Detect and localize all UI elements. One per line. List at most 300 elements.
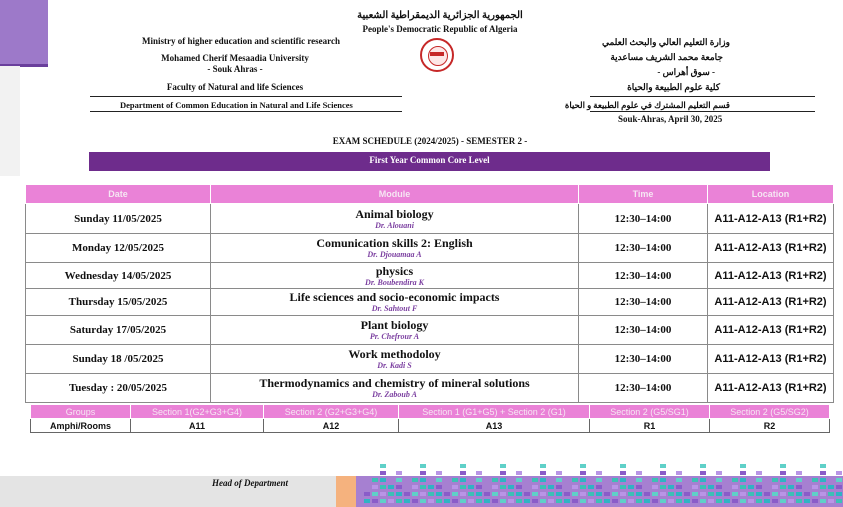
groups-header: Section 2 (G2+G3+G4): [264, 405, 399, 419]
pattern-block: [692, 499, 698, 503]
pattern-block: [740, 499, 746, 503]
pattern-block: [420, 492, 426, 496]
pattern-block: [596, 492, 602, 496]
room-cell: A12: [264, 419, 399, 433]
pattern-block: [572, 492, 578, 496]
pattern-block: [836, 492, 842, 496]
pattern-block: [828, 485, 834, 489]
pattern-block: [484, 499, 490, 503]
pattern-block: [596, 485, 602, 489]
pattern-block: [748, 492, 754, 496]
pattern-block: [500, 492, 506, 496]
room-cell: R1: [590, 419, 710, 433]
pattern-block: [492, 478, 498, 482]
corner-decoration: [0, 0, 48, 66]
pattern-block: [532, 492, 538, 496]
pattern-block: [652, 485, 658, 489]
teacher-name: Dr. Djouamaa A: [367, 250, 422, 259]
pattern-block: [700, 464, 706, 468]
pattern-block: [460, 471, 466, 475]
pattern-block: [372, 499, 378, 503]
exam-location: A11-A12-A13 (R1+R2): [708, 289, 834, 316]
level-banner: First Year Common Core Level: [89, 152, 770, 171]
pattern-block: [540, 499, 546, 503]
pattern-block: [772, 485, 778, 489]
module-name: Animal biology: [355, 206, 434, 221]
pattern-block: [396, 492, 402, 496]
module-name: physics: [375, 263, 414, 278]
pattern-block: [468, 492, 474, 496]
pattern-block: [564, 492, 570, 496]
pattern-block: [620, 485, 626, 489]
groups-rooms-table: [30, 404, 830, 433]
pattern-block: [556, 471, 562, 475]
pattern-block: [780, 464, 786, 468]
pattern-block: [740, 485, 746, 489]
rooms-label: Amphi/Rooms: [31, 419, 131, 433]
pattern-block: [620, 471, 626, 475]
exam-location: A11-A12-A13 (R1+R2): [708, 316, 834, 345]
pattern-block: [420, 499, 426, 503]
header-rule-right-top: [590, 96, 815, 97]
pattern-block: [700, 499, 706, 503]
pattern-block: [508, 485, 514, 489]
pattern-block: [404, 499, 410, 503]
exam-time: 12:30–14:00: [579, 345, 708, 374]
exam-date: Saturday 17/05/2025: [26, 316, 211, 345]
pattern-block: [644, 499, 650, 503]
pattern-block: [540, 492, 546, 496]
pattern-block: [740, 471, 746, 475]
pattern-block: [732, 478, 738, 482]
pattern-block: [636, 471, 642, 475]
pattern-block: [580, 478, 586, 482]
pattern-block: [396, 471, 402, 475]
pattern-block: [580, 464, 586, 468]
pattern-block: [812, 492, 818, 496]
header-time: Time: [579, 185, 708, 204]
exam-time: 12:30–14:00: [579, 204, 708, 234]
pattern-block: [636, 499, 642, 503]
pattern-block: [732, 492, 738, 496]
pattern-block: [772, 499, 778, 503]
pattern-block: [716, 478, 722, 482]
pattern-block: [612, 499, 618, 503]
pattern-block: [596, 499, 602, 503]
pattern-block: [508, 492, 514, 496]
pattern-block: [724, 499, 730, 503]
header-location: Location: [708, 185, 834, 204]
module-cell: [211, 204, 579, 234]
pattern-block: [628, 492, 634, 496]
pattern-block: [644, 492, 650, 496]
pattern-block: [556, 492, 562, 496]
pattern-block: [820, 492, 826, 496]
pattern-block: [604, 499, 610, 503]
pattern-block: [372, 492, 378, 496]
pattern-block: [516, 478, 522, 482]
pattern-block: [460, 478, 466, 482]
pattern-block: [692, 478, 698, 482]
pattern-block: [820, 485, 826, 489]
rooms-row: [31, 419, 830, 433]
pattern-block: [620, 464, 626, 468]
pattern-block: [836, 485, 842, 489]
exam-time: 12:30–14:00: [579, 316, 708, 345]
pattern-block: [828, 499, 834, 503]
exam-date: Monday 12/05/2025: [26, 234, 211, 263]
pattern-block: [756, 478, 762, 482]
pattern-block: [460, 464, 466, 468]
pattern-block: [452, 478, 458, 482]
pattern-block: [372, 485, 378, 489]
pattern-block: [412, 485, 418, 489]
pattern-block: [580, 499, 586, 503]
pattern-block: [548, 485, 554, 489]
pattern-block: [628, 499, 634, 503]
pattern-block: [748, 485, 754, 489]
signature-label: Head of Department: [212, 478, 288, 488]
pattern-block: [756, 499, 762, 503]
city-arabic: - سوق أهراس -: [657, 67, 715, 77]
exam-time: 12:30–14:00: [579, 289, 708, 316]
pattern-block: [516, 485, 522, 489]
pattern-block: [580, 492, 586, 496]
table-row: [26, 289, 834, 316]
pattern-block: [388, 499, 394, 503]
pattern-block: [740, 464, 746, 468]
pattern-block: [764, 499, 770, 503]
pattern-block: [588, 485, 594, 489]
pattern-block: [556, 499, 562, 503]
pattern-block: [492, 492, 498, 496]
pattern-block: [668, 492, 674, 496]
department-arabic: قسم التعليم المشترك في علوم الطبيعة و الحياة: [564, 100, 730, 110]
pattern-block: [820, 499, 826, 503]
pattern-block: [788, 499, 794, 503]
pattern-block: [652, 499, 658, 503]
pattern-block: [764, 492, 770, 496]
pattern-block: [524, 492, 530, 496]
pattern-block: [660, 485, 666, 489]
pattern-block: [452, 485, 458, 489]
exam-date: Thursday 15/05/2025: [26, 289, 211, 316]
groups-header: Section 2 (G5/SG2): [710, 405, 830, 419]
pattern-block: [692, 492, 698, 496]
pattern-block: [556, 478, 562, 482]
groups-header: Section 1 (G1+G5) + Section 2 (G1): [399, 405, 590, 419]
faculty-name: Faculty of Natural and life Sciences: [166, 82, 304, 92]
pattern-block: [380, 478, 386, 482]
table-row: [26, 374, 834, 403]
pattern-block: [636, 478, 642, 482]
footer-pattern: [356, 455, 843, 507]
pattern-block: [412, 478, 418, 482]
pattern-block: [588, 499, 594, 503]
pattern-block: [500, 464, 506, 468]
exam-location: A11-A12-A13 (R1+R2): [708, 374, 834, 403]
module-cell: [211, 345, 579, 374]
pattern-block: [532, 499, 538, 503]
pattern-block: [812, 485, 818, 489]
pattern-block: [676, 492, 682, 496]
module-name: Life sciences and socio-economic impacts: [289, 290, 500, 304]
pattern-block: [788, 492, 794, 496]
pattern-block: [820, 464, 826, 468]
pattern-block: [700, 485, 706, 489]
pattern-block: [428, 492, 434, 496]
pattern-block: [564, 499, 570, 503]
pattern-block: [676, 471, 682, 475]
pattern-block: [476, 492, 482, 496]
pattern-block: [420, 471, 426, 475]
teacher-name: Dr. Zaboub A: [372, 390, 417, 399]
city-name: - Souk Ahras -: [207, 64, 263, 74]
pattern-block: [756, 492, 762, 496]
pattern-block: [676, 478, 682, 482]
pattern-block: [796, 492, 802, 496]
pattern-block: [436, 471, 442, 475]
teacher-name: Pr. Chefrour A: [369, 332, 420, 341]
pattern-block: [516, 492, 522, 496]
groups-header-row: [31, 405, 830, 419]
pattern-block: [796, 478, 802, 482]
pattern-block: [500, 478, 506, 482]
exam-date: Sunday 11/05/2025: [26, 204, 211, 234]
pattern-block: [604, 492, 610, 496]
pattern-block: [636, 492, 642, 496]
pattern-block: [812, 499, 818, 503]
module-cell: [211, 263, 579, 289]
pattern-block: [436, 478, 442, 482]
pattern-block: [548, 492, 554, 496]
pattern-block: [364, 499, 370, 503]
pattern-block: [700, 471, 706, 475]
pattern-block: [500, 499, 506, 503]
pattern-block: [540, 464, 546, 468]
faculty-arabic: كلية علوم الطبيعة والحياة: [627, 82, 720, 92]
groups-header: Groups: [31, 405, 131, 419]
table-row: [26, 263, 834, 289]
pattern-block: [396, 478, 402, 482]
pattern-block: [476, 471, 482, 475]
pattern-block: [556, 485, 562, 489]
pattern-block: [596, 478, 602, 482]
pattern-block: [812, 478, 818, 482]
pattern-block: [668, 485, 674, 489]
pattern-block: [756, 485, 762, 489]
pattern-block: [612, 478, 618, 482]
exam-location: A11-A12-A13 (R1+R2): [708, 234, 834, 263]
pattern-block: [780, 471, 786, 475]
pattern-block: [660, 478, 666, 482]
pattern-block: [620, 499, 626, 503]
exam-date: Wednesday 14/05/2025: [26, 263, 211, 289]
pattern-block: [436, 485, 442, 489]
room-cell: A11: [131, 419, 264, 433]
module-name: Work methodoloy: [348, 347, 441, 361]
pattern-block: [492, 485, 498, 489]
pattern-block: [732, 485, 738, 489]
pattern-block: [572, 478, 578, 482]
pattern-block: [532, 478, 538, 482]
exam-location: A11-A12-A13 (R1+R2): [708, 263, 834, 289]
pattern-block: [460, 499, 466, 503]
pattern-block: [684, 499, 690, 503]
pattern-block: [692, 485, 698, 489]
pattern-block: [708, 492, 714, 496]
teacher-name: Dr. Alouani: [375, 220, 414, 230]
pattern-block: [820, 471, 826, 475]
pattern-block: [660, 464, 666, 468]
pattern-block: [484, 492, 490, 496]
pattern-block: [572, 499, 578, 503]
pattern-block: [436, 499, 442, 503]
pattern-block: [460, 492, 466, 496]
pattern-block: [796, 485, 802, 489]
pattern-block: [452, 499, 458, 503]
pattern-block: [780, 499, 786, 503]
header-rule-left-bottom: [90, 111, 402, 112]
pattern-block: [444, 499, 450, 503]
ministry-arabic: وزارة التعليم العالي والبحث العلمي: [601, 37, 730, 47]
pattern-block: [796, 499, 802, 503]
pattern-block: [460, 485, 466, 489]
pattern-block: [716, 499, 722, 503]
table-row: [26, 204, 834, 234]
pattern-block: [836, 499, 842, 503]
republic-arabic: الجمهورية الجزائرية الديمقراطية الشعبية: [357, 10, 523, 21]
pattern-block: [684, 492, 690, 496]
pattern-block: [620, 492, 626, 496]
module-name: Thermodynamics and chemistry of mineral solutions: [259, 376, 530, 390]
pattern-block: [396, 499, 402, 503]
side-decoration: [0, 66, 20, 176]
pattern-block: [380, 485, 386, 489]
pattern-block: [388, 485, 394, 489]
groups-header: Section 1(G2+G3+G4): [131, 405, 264, 419]
pattern-block: [804, 492, 810, 496]
pattern-block: [796, 471, 802, 475]
pattern-block: [628, 485, 634, 489]
pattern-block: [540, 471, 546, 475]
room-cell: A13: [399, 419, 590, 433]
pattern-block: [636, 485, 642, 489]
pattern-block: [740, 492, 746, 496]
department-name: Department of Common Education in Natural and Life Sciences: [120, 100, 353, 110]
pattern-block: [476, 485, 482, 489]
header-rule-right-bottom: [590, 111, 815, 112]
pattern-block: [468, 485, 474, 489]
pattern-block: [532, 485, 538, 489]
pattern-block: [428, 485, 434, 489]
pattern-block: [500, 485, 506, 489]
pattern-block: [620, 478, 626, 482]
pattern-block: [524, 499, 530, 503]
pattern-block: [660, 492, 666, 496]
exam-time: 12:30–14:00: [579, 263, 708, 289]
exam-time: 12:30–14:00: [579, 234, 708, 263]
exam-location: A11-A12-A13 (R1+R2): [708, 345, 834, 374]
exam-time: 12:30–14:00: [579, 374, 708, 403]
pattern-block: [652, 492, 658, 496]
pattern-block: [540, 485, 546, 489]
table-row: [26, 316, 834, 345]
pattern-block: [716, 485, 722, 489]
pattern-block: [676, 485, 682, 489]
teacher-name: Dr. Boubendira K: [365, 277, 424, 287]
document-date: Souk-Ahras, April 30, 2025: [618, 114, 723, 124]
pattern-block: [772, 478, 778, 482]
pattern-block: [748, 499, 754, 503]
module-name: Plant biology: [360, 318, 429, 332]
pattern-block: [828, 492, 834, 496]
pattern-block: [444, 492, 450, 496]
pattern-block: [612, 485, 618, 489]
header-date: Date: [26, 185, 211, 204]
teacher-name: Dr. Kadi S: [377, 361, 412, 370]
pattern-block: [508, 499, 514, 503]
exam-date: Sunday 18 /05/2025: [26, 345, 211, 374]
pattern-block: [668, 499, 674, 503]
pattern-block: [612, 492, 618, 496]
pattern-block: [380, 471, 386, 475]
pattern-block: [660, 499, 666, 503]
exam-schedule-table: [25, 184, 834, 403]
pattern-block: [412, 499, 418, 503]
pattern-block: [540, 478, 546, 482]
teacher-name: Dr. Sahtout F: [371, 304, 418, 313]
pattern-block: [652, 478, 658, 482]
pattern-block: [364, 492, 370, 496]
pattern-block: [452, 492, 458, 496]
pattern-block: [716, 492, 722, 496]
header-module: Module: [211, 185, 579, 204]
pattern-block: [716, 471, 722, 475]
pattern-block: [740, 478, 746, 482]
groups-header: Section 2 (G5/SG1): [590, 405, 710, 419]
pattern-block: [428, 499, 434, 503]
pattern-block: [732, 499, 738, 503]
university-name: Mohamed Cherif Mesaadia University: [161, 53, 309, 63]
pattern-block: [788, 485, 794, 489]
university-logo: [420, 38, 454, 72]
table-row: [26, 345, 834, 374]
pattern-block: [780, 478, 786, 482]
pattern-block: [548, 499, 554, 503]
module-cell: [211, 316, 579, 345]
module-cell: [211, 234, 579, 263]
pattern-block: [804, 499, 810, 503]
pattern-block: [596, 471, 602, 475]
pattern-block: [420, 464, 426, 468]
pattern-block: [836, 478, 842, 482]
pattern-block: [412, 492, 418, 496]
pattern-block: [516, 499, 522, 503]
module-cell: [211, 374, 579, 403]
pattern-block: [580, 471, 586, 475]
exam-date: Tuesday : 20/05/2025: [26, 374, 211, 403]
pattern-block: [780, 492, 786, 496]
room-cell: R2: [710, 419, 830, 433]
pattern-block: [476, 499, 482, 503]
pattern-block: [572, 485, 578, 489]
pattern-block: [516, 471, 522, 475]
pattern-block: [372, 478, 378, 482]
exam-location: A11-A12-A13 (R1+R2): [708, 204, 834, 234]
pattern-block: [756, 471, 762, 475]
university-arabic: جامعة محمد الشريف مساعدية: [610, 52, 723, 62]
